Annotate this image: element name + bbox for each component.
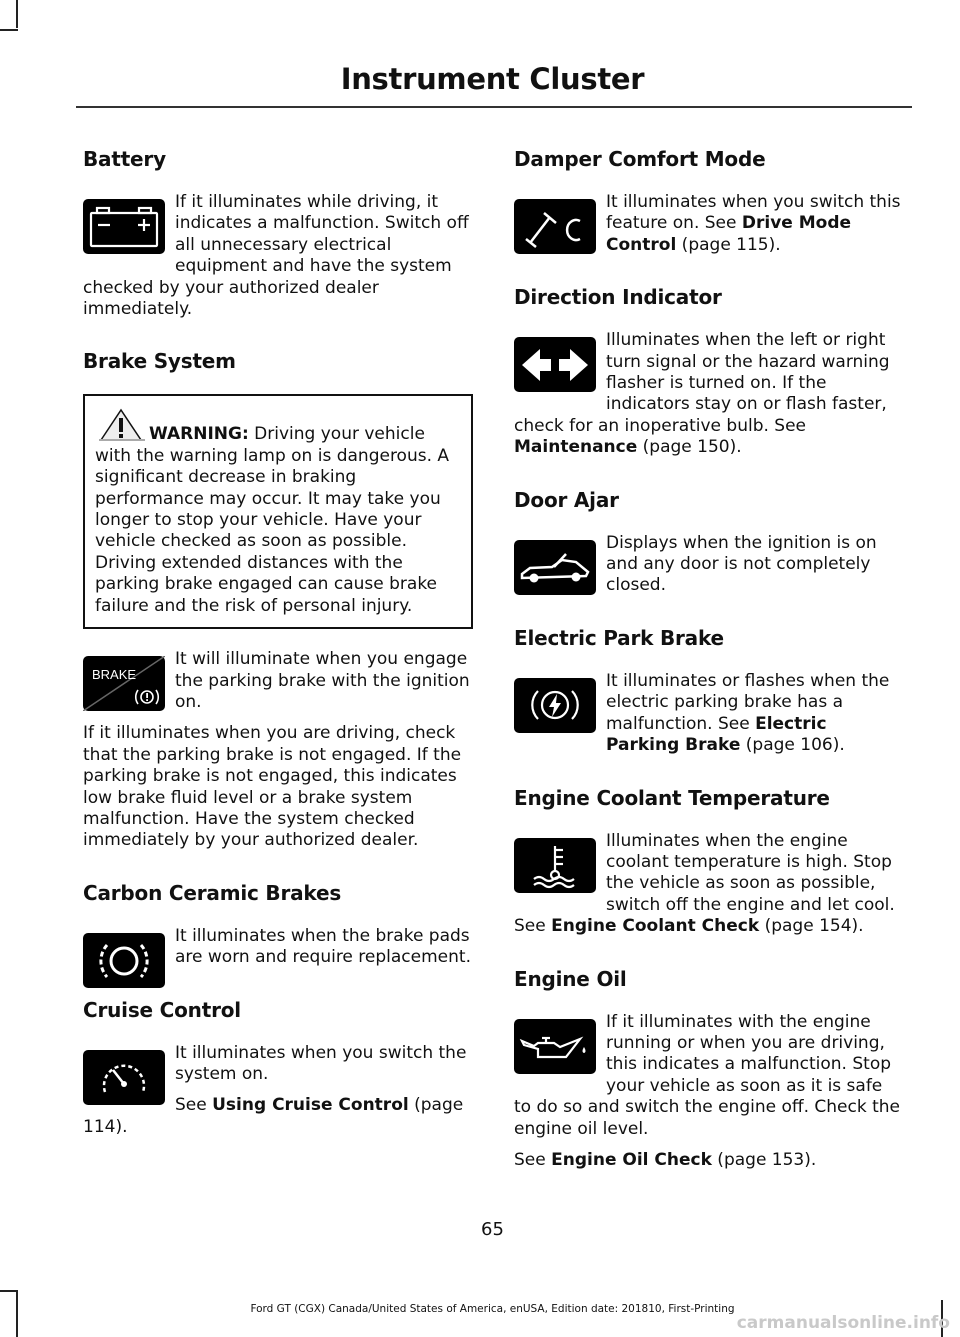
- section-engine-coolant-temperature: [514, 783, 904, 938]
- section-heading: Door Ajar: [514, 487, 619, 512]
- warning-text: Driving your vehicle with the warning lamp on is dangerous. A significant decrease in braking performance may occur. It may take you longer to stop your vehicle. Have your vehicle checked as soon as possible. Driving extended distances with the parking brake engaged can cause brake failure and the risk of personal injury.: [95, 424, 450, 616]
- cross-reference-link[interactable]: Using Cruise Control: [212, 1095, 409, 1116]
- edition-footer: Ford GT (CGX) Canada/United States of America, enUSA, Edition date: 201810, First-Printing: [250, 1303, 735, 1315]
- section-heading: Electric Park Brake: [514, 625, 724, 650]
- section-heading: Engine Coolant Temperature: [514, 785, 830, 810]
- page-reference: (page 154).: [759, 916, 864, 937]
- text: It illuminates when you switch this feature on. See: [606, 192, 901, 234]
- page-reference: (page 153).: [711, 1149, 817, 1170]
- section-heading: Cruise Control: [83, 997, 241, 1022]
- cruise-control-icon: [83, 1050, 165, 1105]
- crop-mark: [0, 29, 18, 31]
- cross-reference-link[interactable]: Engine Coolant Check: [551, 916, 760, 937]
- header-rule: [76, 106, 912, 108]
- right-column: [514, 144, 904, 1181]
- section-heading: Battery: [83, 147, 166, 171]
- section-carbon-ceramic-brakes: [83, 878, 473, 969]
- page-reference: (page 150).: [637, 437, 742, 458]
- section-electric-park-brake: [514, 623, 904, 757]
- section-heading: Brake System: [83, 349, 236, 374]
- brake-pad-wear-icon: [83, 933, 165, 988]
- brake-icon-label: BRAKE: [92, 667, 137, 683]
- section-damper-comfort-mode: [514, 144, 904, 256]
- section-direction-indicator: [514, 282, 904, 458]
- paragraph: It illuminates when the brake pads are worn and require replacement.: [175, 925, 471, 968]
- paragraph: If it illuminates when you are driving, check that the parking brake is not engaged. If the parking brake is not engaged, this indicates low brake fluid level or a brake system malfunction. Have the system checked immediately by your authorized dealer.: [83, 723, 462, 851]
- warning-triangle-icon: [95, 408, 147, 442]
- section-brake-system: [83, 346, 473, 851]
- warning-paragraph: [95, 408, 463, 617]
- cross-reference-link[interactable]: Engine Oil Check: [551, 1149, 712, 1170]
- page-reference: (page 106).: [740, 735, 845, 756]
- see-text: See: [514, 1149, 552, 1170]
- text: It illuminates or flashes when the electric parking brake has a malfunction. See: [606, 670, 890, 734]
- section-engine-oil: [514, 964, 904, 1172]
- section-heading: Engine Oil: [514, 966, 627, 991]
- warning-box: [83, 394, 473, 629]
- section-heading: Carbon Ceramic Brakes: [83, 880, 342, 905]
- cross-reference-link[interactable]: Electric Parking Brake: [606, 713, 827, 756]
- paragraph: If it illuminates with the engine running or when you are driving, this indicates a malfunction. Stop your vehicle as soon as it is safe to do so and switch the engine off. Check the engine oil level.: [514, 1011, 900, 1139]
- oil-can-icon: [514, 1019, 596, 1074]
- text: Illuminates when the left or right turn signal or the hazard warning flasher is turned on. If the indicators stay on or flash faster, check for an inoperative bulb. See: [514, 330, 890, 436]
- cross-reference-link[interactable]: Maintenance: [514, 437, 638, 458]
- text: Illuminates when the engine coolant temperature is high. Stop the vehicle as soon as possible, switch off the engine and let cool. See: [514, 830, 895, 937]
- paragraph: If it illuminates while driving, it indicates a malfunction. Switch off all unnecessary electrical equipment and have the system checked by your authorized dealer immediately.: [83, 192, 469, 320]
- brake-warning-icon: [83, 656, 165, 711]
- warning-label: WARNING:: [149, 424, 249, 445]
- page-reference: (page 115).: [676, 234, 781, 255]
- electric-park-brake-icon: [514, 678, 596, 733]
- paragraph: It will illuminate when you engage the parking brake with the ignition on.: [175, 649, 470, 712]
- section-battery: [83, 144, 473, 320]
- watermark: carmanualsonline.info: [736, 1313, 950, 1333]
- crop-mark: [16, 0, 18, 28]
- page-title: Instrument Cluster: [340, 62, 645, 96]
- turn-signal-icon: [514, 337, 596, 392]
- coolant-temperature-icon: [514, 838, 596, 893]
- section-heading: Direction Indicator: [514, 285, 722, 310]
- door-ajar-icon: [514, 540, 596, 595]
- cross-reference-link[interactable]: Drive Mode Control: [606, 213, 852, 255]
- section-cruise-control: [83, 995, 473, 1139]
- damper-comfort-icon: [514, 199, 596, 254]
- crop-mark: [0, 1290, 18, 1292]
- see-text: See: [175, 1095, 213, 1116]
- section-door-ajar: [514, 485, 904, 597]
- section-heading: Damper Comfort Mode: [514, 147, 766, 171]
- page-number: 65: [481, 1219, 504, 1240]
- paragraph: Displays when the ignition is on and any door is not completely closed.: [606, 532, 877, 596]
- paragraph: It illuminates when you switch the system on.: [175, 1042, 467, 1084]
- battery-icon: [83, 199, 165, 254]
- paragraph: [514, 1150, 904, 1171]
- left-column: [83, 144, 473, 1148]
- page-reference: (page 114).: [83, 1095, 464, 1137]
